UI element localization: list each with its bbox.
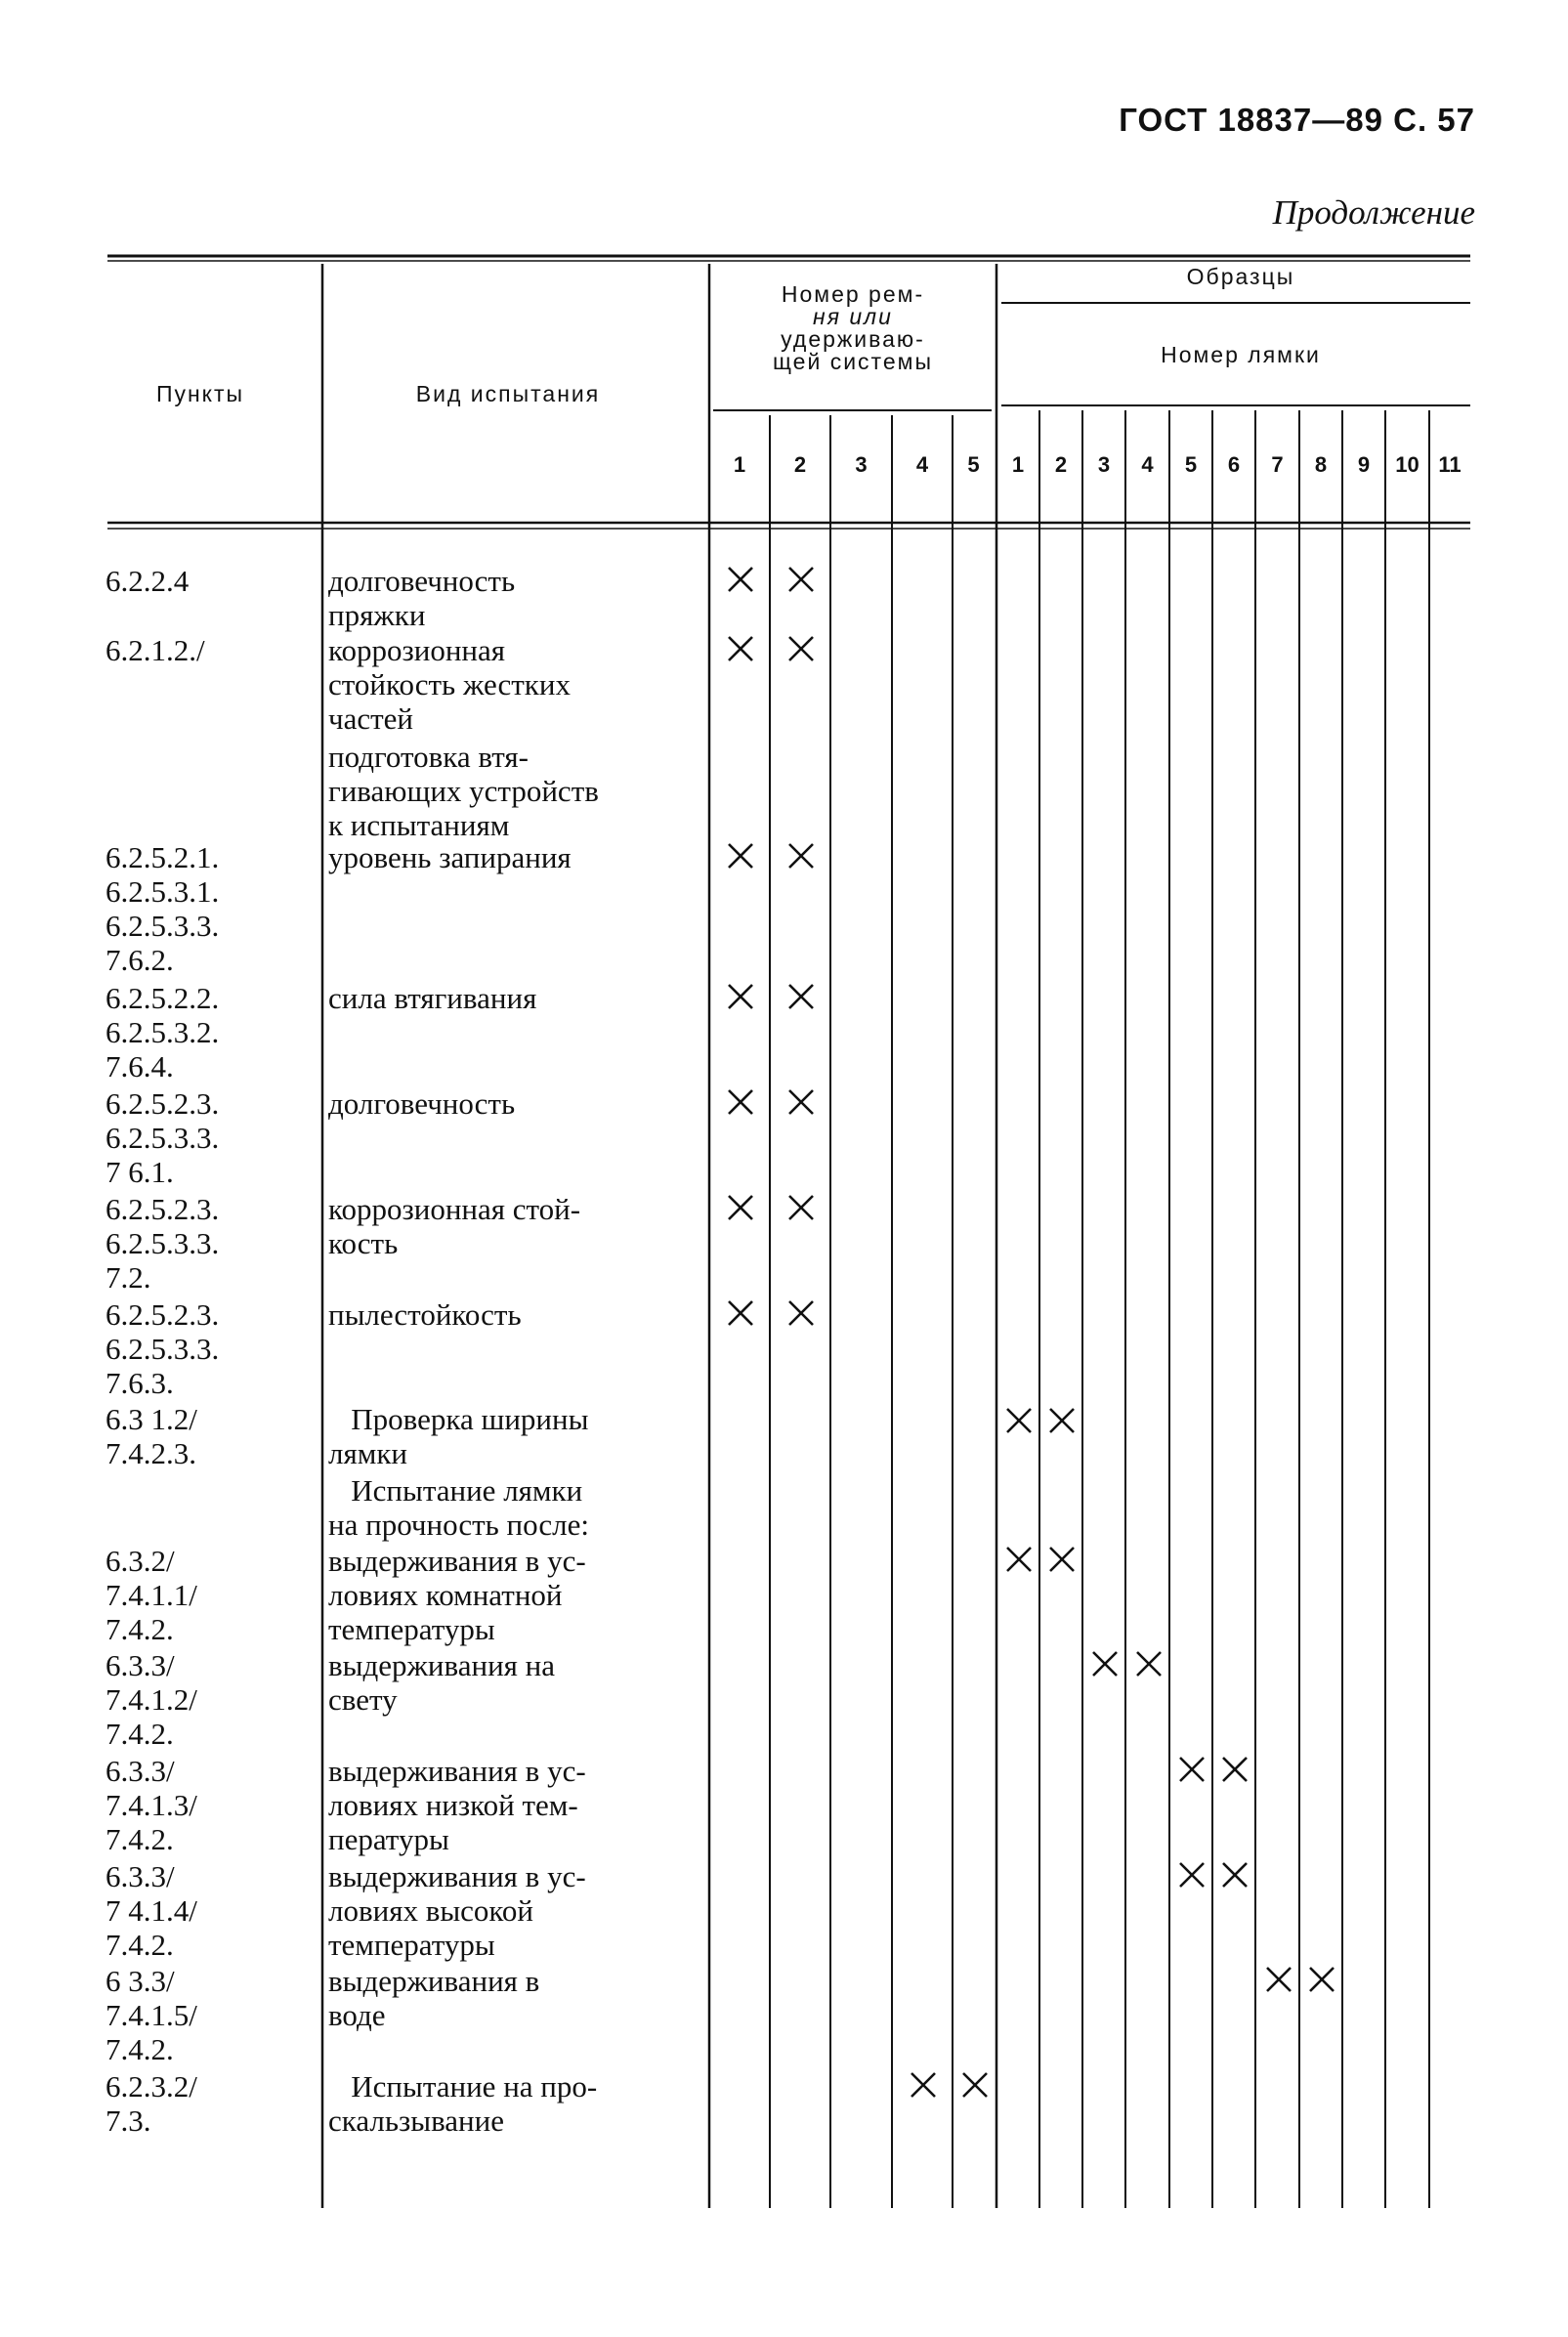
cross-mark-icon	[785, 1192, 825, 1231]
cross-mark-icon	[725, 1192, 764, 1231]
header-belt-line-1: Номер рем-	[781, 281, 925, 307]
row-test-type: долговечность	[328, 1086, 516, 1121]
strap-column-number: 9	[1357, 452, 1371, 477]
row-test-type: ловиях высокой	[328, 1893, 534, 1928]
cross-mark-icon	[725, 564, 764, 603]
row-clause: 7.4.2.	[106, 1612, 174, 1646]
cross-mark-icon	[785, 633, 825, 672]
strap-column-number: 1	[1011, 452, 1025, 477]
cross-mark-icon	[1306, 1964, 1345, 2003]
cross-mark-icon	[1089, 1648, 1128, 1687]
cross-mark-icon	[1176, 1859, 1215, 1898]
row-clause: 6.2.5.2.1.	[106, 840, 220, 874]
row-clause: 7.4.2.	[106, 2032, 174, 2066]
row-clause: 7.6.3.	[106, 1366, 174, 1400]
cross-mark-icon	[1003, 1544, 1042, 1583]
row-test-type: пылестойкость	[328, 1297, 522, 1332]
cross-mark-icon	[785, 564, 825, 603]
row-clause: 7.6.4.	[106, 1049, 174, 1084]
row-test-type: температуры	[328, 1612, 495, 1646]
cross-mark-icon	[725, 840, 764, 879]
row-test-type: Проверка ширины	[328, 1402, 589, 1436]
row-clause: 7.4.2.	[106, 1717, 174, 1751]
row-clause: 6.2.2.4	[106, 564, 190, 598]
belt-column-number: 1	[733, 452, 746, 477]
row-clause: 6.2.5.2.2.	[106, 981, 220, 1015]
row-test-type: к испытаниям	[328, 808, 510, 842]
row-clause: 6.2.5.3.3.	[106, 1226, 220, 1260]
cross-mark-icon	[1219, 1859, 1258, 1898]
row-test-type: выдерживания в ус-	[328, 1544, 586, 1578]
row-test-type: Испытание на про-	[328, 2069, 598, 2103]
row-test-type: выдерживания в ус-	[328, 1859, 586, 1893]
strap-column-number: 11	[1438, 452, 1462, 477]
row-clause: 6.3 1.2/	[106, 1402, 197, 1436]
header-strap: Номер лямки	[1161, 342, 1321, 367]
strap-column-number: 6	[1227, 452, 1241, 477]
row-test-type: лямки	[328, 1436, 407, 1470]
row-test-type: уровень запирания	[328, 840, 572, 874]
row-clause: 7.2.	[106, 1260, 151, 1295]
row-clause: 6.3.2/	[106, 1544, 175, 1578]
row-clause: 7.4.1.5/	[106, 1998, 197, 2032]
row-clause: 6.3.3/	[106, 1648, 175, 1682]
row-clause: 6.2.5.2.3.	[106, 1086, 220, 1121]
cross-mark-icon	[725, 1086, 764, 1126]
row-test-type: пературы	[328, 1822, 449, 1856]
header-punkty: Пункты	[155, 381, 245, 406]
strap-column-number: 5	[1184, 452, 1198, 477]
row-test-type: воде	[328, 1998, 386, 2032]
row-clause: 7 6.1.	[106, 1155, 174, 1189]
cross-mark-icon	[1133, 1648, 1172, 1687]
row-test-type: ловиях низкой тем-	[328, 1788, 578, 1822]
row-clause: 6.3.3/	[106, 1859, 175, 1893]
row-clause: 7.4.1.3/	[106, 1788, 197, 1822]
row-test-type: выдерживания в	[328, 1964, 540, 1998]
header-vid: Вид испытания	[415, 381, 601, 406]
page-header: ГОСТ 18837—89 С. 57	[1119, 102, 1475, 138]
row-test-type: кость	[328, 1226, 399, 1260]
row-clause: 6.2.5.3.3.	[106, 909, 220, 943]
header-samples: Образцы	[1186, 264, 1295, 289]
belt-column-number: 2	[793, 452, 807, 477]
strap-column-number: 2	[1054, 452, 1068, 477]
cross-mark-icon	[725, 1297, 764, 1337]
cross-mark-icon	[1176, 1754, 1215, 1793]
row-test-type: долговечность	[328, 564, 516, 598]
belt-column-number: 3	[855, 452, 868, 477]
row-clause: 6.2.3.2/	[106, 2069, 197, 2103]
row-test-type: частей	[328, 701, 414, 736]
cross-mark-icon	[1219, 1754, 1258, 1793]
row-clause: 6.2.5.2.3.	[106, 1297, 220, 1332]
row-clause: 7.4.2.3.	[106, 1436, 196, 1470]
row-test-type: на прочность после:	[328, 1508, 589, 1542]
row-test-type: выдерживания в ус-	[328, 1754, 586, 1788]
cross-mark-icon	[1046, 1544, 1085, 1583]
header-belt-line-3: удерживаю-	[781, 326, 925, 352]
row-clause: 6.2.5.2.3.	[106, 1192, 220, 1226]
cross-mark-icon	[785, 981, 825, 1020]
row-clause: 7 4.1.4/	[106, 1893, 197, 1928]
row-test-type: гивающих устройств	[328, 774, 599, 808]
row-test-type: температуры	[328, 1928, 495, 1962]
row-test-type: свету	[328, 1682, 398, 1717]
row-clause: 6.2.5.3.3.	[106, 1121, 220, 1155]
cross-mark-icon	[959, 2069, 998, 2108]
strap-column-number: 7	[1271, 452, 1284, 477]
strap-column-number: 4	[1141, 452, 1154, 477]
cross-mark-icon	[1263, 1964, 1302, 2003]
belt-column-number: 5	[967, 452, 980, 477]
cross-mark-icon	[1046, 1405, 1085, 1444]
cross-mark-icon	[1003, 1405, 1042, 1444]
row-clause: 6.3.3/	[106, 1754, 175, 1788]
row-test-type: ловиях комнатной	[328, 1578, 563, 1612]
row-test-type: коррозионная	[328, 633, 506, 667]
row-test-type: Испытание лямки	[328, 1473, 583, 1508]
row-clause: 7.4.1.2/	[106, 1682, 197, 1717]
row-test-type: коррозионная стой-	[328, 1192, 581, 1226]
strap-column-number: 10	[1395, 452, 1420, 477]
strap-column-number: 3	[1097, 452, 1111, 477]
row-clause: 6 3.3/	[106, 1964, 175, 1998]
cross-mark-icon	[725, 633, 764, 672]
row-clause: 6.2.5.3.1.	[106, 874, 220, 909]
row-test-type: подготовка втя-	[328, 740, 529, 774]
cross-mark-icon	[785, 840, 825, 879]
strap-column-number: 8	[1314, 452, 1328, 477]
continuation-label: Продолжение	[1272, 193, 1475, 232]
row-test-type: выдерживания на	[328, 1648, 556, 1682]
row-clause: 7.3.	[106, 2103, 151, 2138]
cross-mark-icon	[908, 2069, 947, 2108]
cross-mark-icon	[725, 981, 764, 1020]
header-belt-line-2: ня или	[813, 304, 893, 329]
belt-column-number: 4	[915, 452, 929, 477]
row-clause: 6.2.5.3.3.	[106, 1332, 220, 1366]
row-test-type: стойкость жестких	[328, 667, 571, 701]
cross-mark-icon	[785, 1297, 825, 1337]
row-test-type: скальзывание	[328, 2103, 504, 2138]
row-clause: 6.2.1.2./	[106, 633, 205, 667]
row-test-type: сила втягивания	[328, 981, 537, 1015]
row-clause: 7.4.2.	[106, 1928, 174, 1962]
row-clause: 7.4.2.	[106, 1822, 174, 1856]
header-belt-line-4: щей системы	[773, 349, 933, 374]
row-test-type: пряжки	[328, 598, 426, 632]
cross-mark-icon	[785, 1086, 825, 1126]
row-clause: 7.4.1.1/	[106, 1578, 197, 1612]
row-clause: 7.6.2.	[106, 943, 174, 977]
row-clause: 6.2.5.3.2.	[106, 1015, 220, 1049]
